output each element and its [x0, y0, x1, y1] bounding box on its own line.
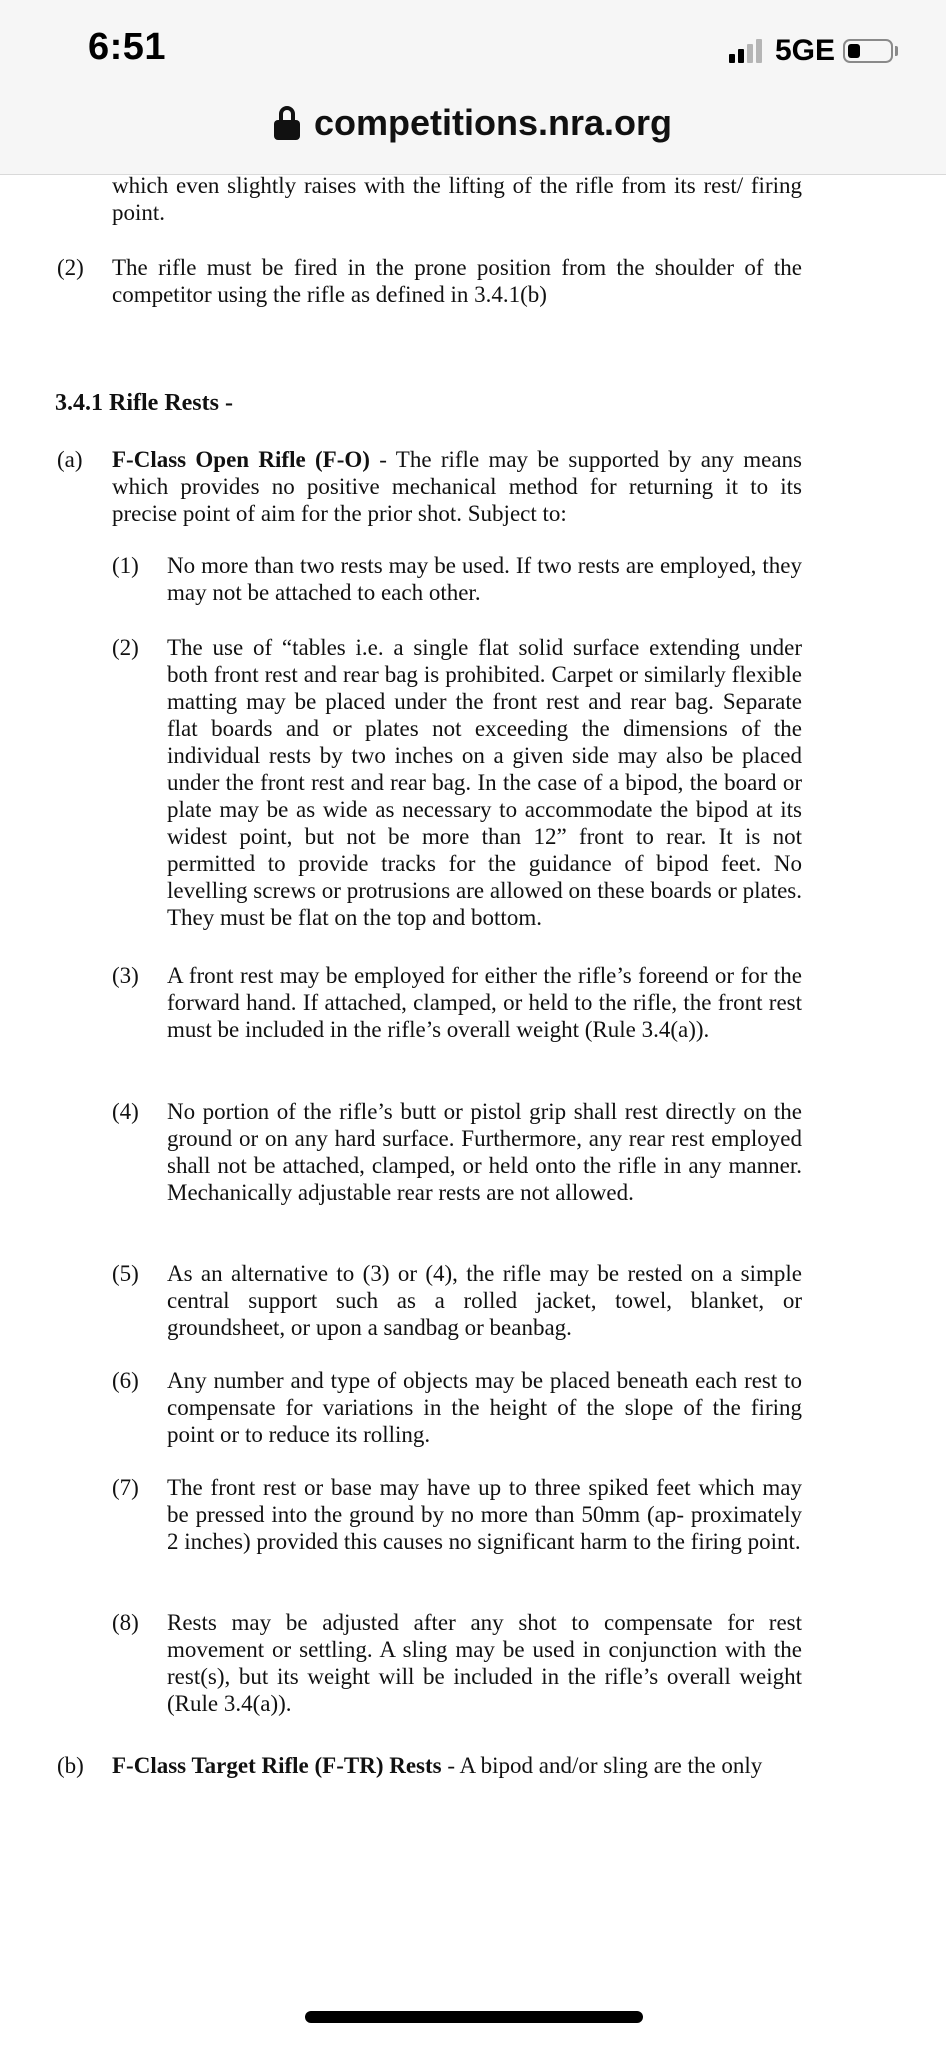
sub-item-text: Any number and type of objects may be placed beneath each rest to compensate for variations in the height of the slope of the firing point or to reduce its rolling. [167, 1368, 802, 1447]
sub-item-marker: (8) [112, 1610, 139, 1635]
signal-bar [729, 54, 735, 63]
browser-chrome [0, 0, 946, 175]
sub-item-marker: (3) [112, 963, 139, 988]
network-type: 5GE [774, 34, 835, 67]
item-b-text [112, 1752, 802, 1779]
lock-icon [274, 106, 300, 140]
cellular-signal-icon [729, 39, 765, 63]
item-marker: (2) [57, 255, 84, 280]
item-b-title: F-Class Target Rifle (F-TR) Rests [112, 1753, 442, 1778]
item-a-text [112, 446, 802, 527]
item-a-marker: (a) [57, 447, 83, 472]
sub-item-marker: (1) [112, 553, 139, 578]
sub-item-text: No portion of the rifle’s butt or pistol grip shall rest directly on the ground or on any hard surface. Furthermore, any rear rest employed shall not be attached, clamped, or held onto the rifle in any manner. Mechanically adjustable rear rests are not allowed. [167, 1099, 802, 1205]
item-text: The rifle must be fired in the prone position from the shoulder of the competitor using the rifle as defined in 3.4.1(b) [112, 255, 802, 307]
url-text: competitions.nra.org [313, 102, 673, 143]
sub-item-text: The front rest or base may have up to three spiked feet which may be pressed into the ground by no more than 50mm (ap- proximately 2 inches) provided this causes no significant harm to the firing point. [167, 1475, 802, 1554]
signal-bar [747, 44, 753, 63]
status-icons [729, 34, 898, 68]
status-time: 6:51 [88, 26, 167, 68]
sub-item-text: No more than two rests may be used. If two rests are employed, they may not be attached to each other. [167, 553, 802, 605]
sub-item-marker: (7) [112, 1475, 139, 1500]
sub-item-marker: (2) [112, 635, 139, 660]
sub-item-text: The use of “tables i.e. a single flat solid surface extending under both front rest and rear bag is prohibited. Carpet or similarly flexible matting may be placed under the front rest and rear bag. Separate flat boards and or plates not exceeding the dimensions of the individual rests by two inches on a given side may also be placed under the front rest and rear bag. In the case of a bipod, the board or plate may be as wide as necessary to accommodate the bipod at its widest point, but not be more than 12” front to rear. It is not permitted to provide tracks for the guidance of bipod feet. No levelling screws or protrusions are allowed on these boards or plates. They must be flat on the top and bottom. [167, 635, 802, 930]
sub-item-text: A front rest may be employed for either the rifle’s foreend or for the forward hand. If attached, clamped, or held to the rifle, the front rest must be included in the rifle’s overall weight (Rule 3.4(a)). [167, 963, 802, 1042]
item-a-title: F-Class Open Rifle (F-O) [112, 447, 370, 472]
section-heading: 3.4.1 Rifle Rests - [55, 390, 233, 416]
sub-item-text: Rests may be adjusted after any shot to compensate for rest movement or settling. A sling may be used in conjunction with the rest(s), but its weight will be included in the rifle’s overall weight (Rule 3.4(a)). [167, 1610, 802, 1716]
item-b-marker: (b) [57, 1753, 84, 1778]
sub-item-marker: (6) [112, 1368, 139, 1393]
sub-item-marker: (5) [112, 1261, 139, 1286]
continuation-text: which even slightly raises with the lifting of the rifle from its rest/ firing point. [112, 173, 802, 225]
address-bar[interactable] [0, 98, 946, 148]
battery-icon [843, 39, 893, 63]
signal-bar [756, 39, 762, 63]
sub-item-marker: (4) [112, 1099, 139, 1124]
item-b-body: - A bipod and/or sling are the only [441, 1753, 763, 1778]
sub-item-text: As an alternative to (3) or (4), the rifle may be rested on a simple central support such as a rolled jacket, towel, blanket, or groundsheet, or upon a sandbag or beanbag. [167, 1261, 802, 1340]
item-a-body: - The rifle may be supported by any means which provides no positive mechanical method for returning it to its precise point of aim for the prior shot. Subject to: [112, 447, 802, 526]
battery-tip [895, 46, 898, 56]
signal-bar [738, 49, 744, 63]
home-indicator[interactable] [305, 2011, 643, 2023]
